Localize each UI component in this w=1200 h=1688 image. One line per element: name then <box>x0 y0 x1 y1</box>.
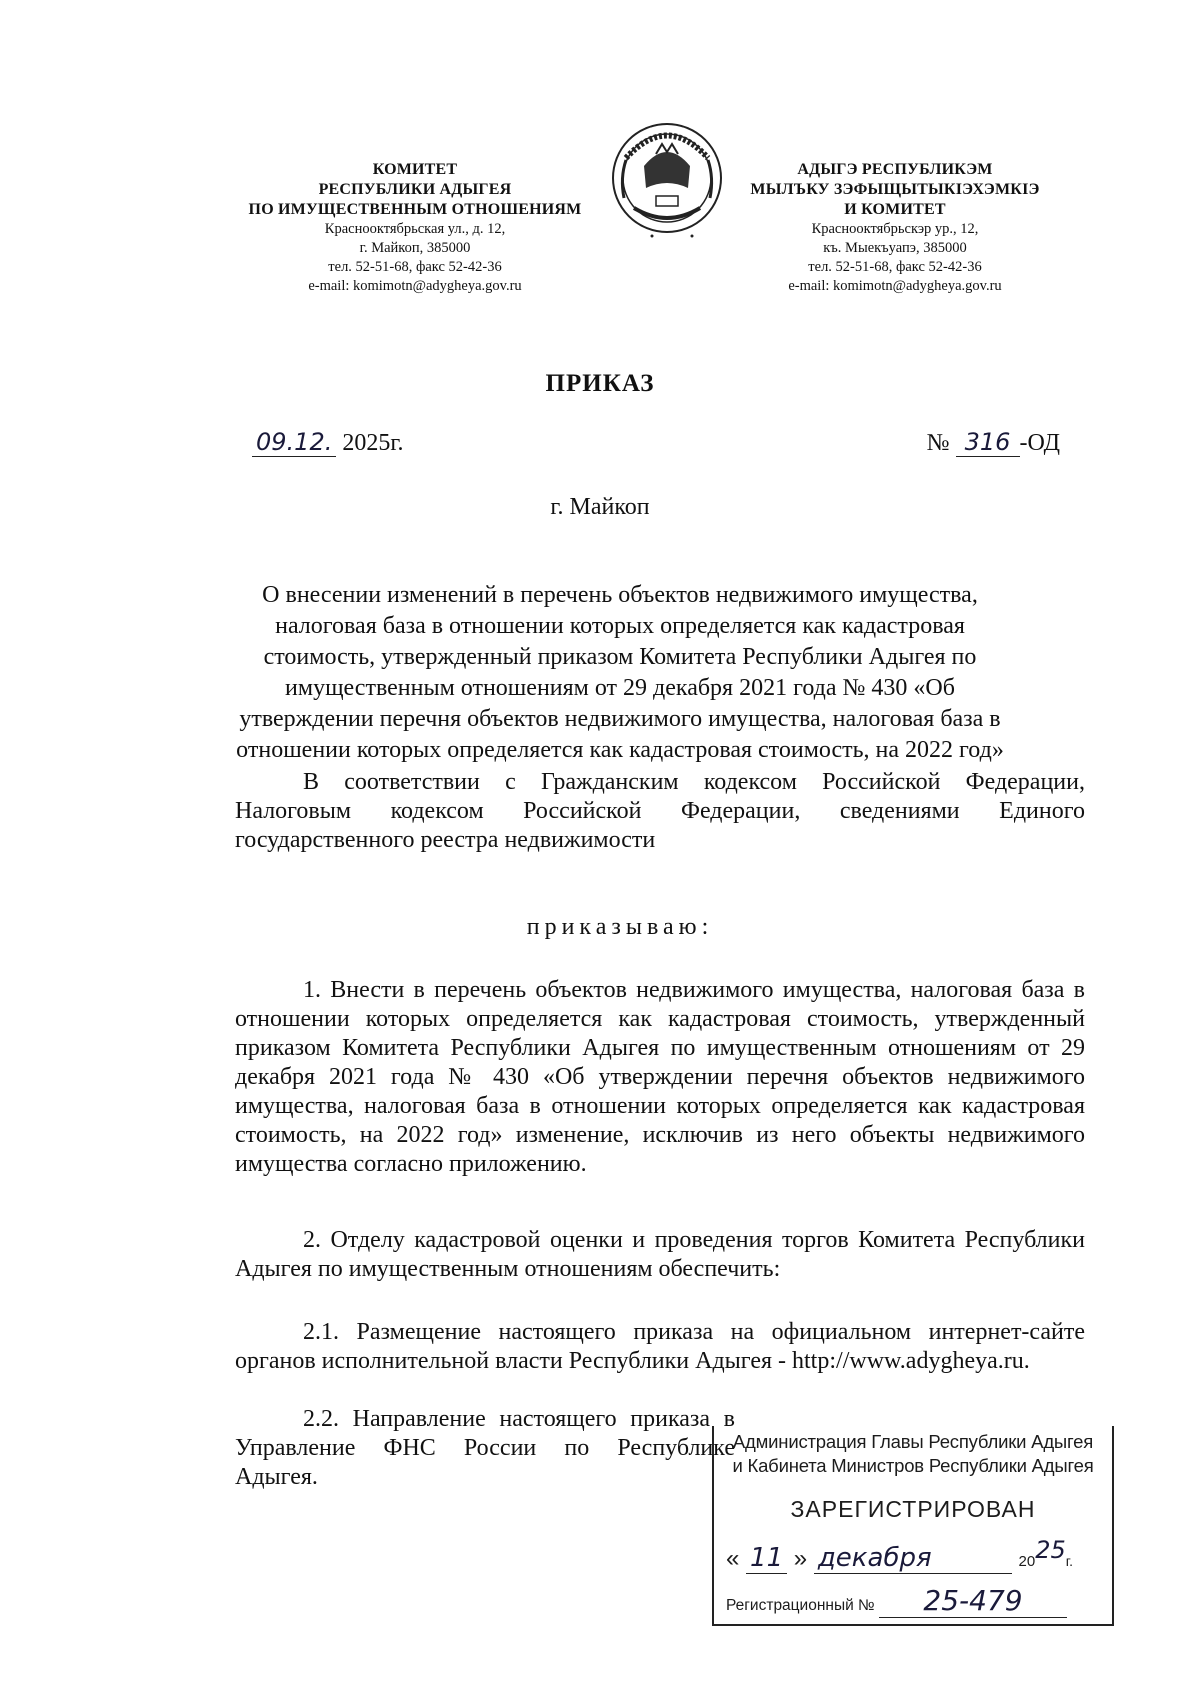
subject-line: имущественным отношениям от 29 декабря 2021 года № 430 «Об <box>285 675 955 701</box>
order-number <box>927 428 1060 457</box>
org-name-adyghe-line1: АДЫГЭ РЕСПУБЛИКЭМ <box>797 161 993 178</box>
number-prefix: № <box>926 430 950 456</box>
city-line: г. Майкоп <box>550 494 650 520</box>
email-line: e-mail: komimotn@adygheya.gov.ru <box>308 278 522 294</box>
email-adyghe-line: e-mail: komimotn@adygheya.gov.ru <box>788 278 1002 294</box>
stamp-day-open: « <box>726 1545 740 1572</box>
order-subject <box>225 580 1015 766</box>
preamble-paragraph: В соответствии с Гражданским кодексом Российской Федерации, Налоговым кодексом Российской Федерации, сведениями Единого государственного реестра недвижимости <box>235 769 1085 853</box>
address-line1: Краснооктябрьская ул., д. 12, <box>324 221 506 237</box>
address-adyghe-line2: къ. Мыекъуапэ, 385000 <box>823 240 967 256</box>
subject-line: стоимость, утвержденный приказом Комитета Республики Адыгея по <box>263 644 977 670</box>
stamp-day-close: » <box>793 1545 808 1572</box>
item-2-1-paragraph: 2.1. Размещение настоящего приказа на официальном интернет-сайте органов исполнительной власти Республики Адыгея - http://www.adygheya.ru. <box>235 1319 1085 1374</box>
handwritten-date: 09.12. <box>252 428 336 457</box>
stamp-date-row <box>726 1536 1110 1576</box>
stamp-year: 25 <box>1035 1536 1066 1564</box>
order-date <box>252 428 403 457</box>
org-name-line1: КОМИТЕТ <box>372 161 458 178</box>
phone-line: тел. 52-51-68, факс 52-42-36 <box>328 259 502 275</box>
stamp-year-suffix: г. <box>1065 1553 1074 1569</box>
address-line2: г. Майкоп, 385000 <box>359 240 471 256</box>
number-suffix: -ОД <box>1019 430 1060 456</box>
date-suffix: 2025г. <box>342 430 404 456</box>
stamp-month: декабря <box>814 1543 1012 1574</box>
subject-line: налоговая база в отношении которых определяется как кадастровая <box>275 613 965 639</box>
stamp-org-line1: Администрация Главы Республики Адыгея <box>732 1431 1094 1452</box>
republic-emblem-icon <box>604 118 730 248</box>
org-name-adyghe-line3: И КОМИТЕТ <box>844 201 946 218</box>
org-name-adyghe-line2: МЫЛЪКУ ЗЭФЫЩЫТЫКIЭХЭМКIЭ <box>750 181 1040 198</box>
org-name-line3: ПО ИМУЩЕСТВЕННЫМ ОТНОШЕНИЯМ <box>248 201 582 218</box>
item-2-paragraph: 2. Отделу кадастровой оценки и проведения торгов Комитета Республики Адыгея по имущественным отношениям обеспечить: <box>235 1227 1085 1282</box>
phone-adyghe-line: тел. 52-51-68, факс 52-42-36 <box>808 259 982 275</box>
stamp-number-row <box>726 1584 1110 1620</box>
document-title: ПРИКАЗ <box>545 370 655 397</box>
header-left-block <box>225 160 605 296</box>
address-adyghe-line1: Краснооктябрьскэр ур., 12, <box>811 221 979 237</box>
stamp-year-prefix: 20 <box>1018 1553 1036 1570</box>
registration-stamp <box>712 1426 1114 1626</box>
handwritten-number: 316 <box>956 428 1020 457</box>
stamp-reg-label: Регистрационный № <box>726 1597 875 1614</box>
subject-line: отношении которых определяется как кадастровая стоимость, на 2022 год» <box>236 737 1004 763</box>
stamp-registered: ЗАРЕГИСТРИРОВАН <box>790 1496 1036 1522</box>
stamp-reg-number: 25-479 <box>879 1584 1067 1618</box>
stamp-day: 11 <box>746 1543 787 1574</box>
subject-line: утверждении перечня объектов недвижимого имущества, налоговая база в <box>239 706 1001 732</box>
item-1-paragraph: 1. Внести в перечень объектов недвижимого имущества, налоговая база в отношении которых определяется как кадастровая стоимость, утвержденный приказом Комитета Республики Адыгея по имущественным отношениям от 29 декабря 2021 года № 430 «Об утверждении перечня объектов недвижимого имущества, налоговая база в отношении которых определяется как кадастровая стоимость, на 2022 год» изменение, исключив из него объекты недвижимого имущества согласно приложению. <box>235 977 1085 1177</box>
item-2-2-text: 2.2. Направление настоящего приказа в Управление ФНС России по Республике Адыгея. <box>235 1406 735 1490</box>
item-2-2-paragraph <box>235 1405 735 1492</box>
org-name-line2: РЕСПУБЛИКИ АДЫГЕЯ <box>318 181 512 198</box>
stamp-org-line2: и Кабинета Министров Республики Адыгея <box>732 1455 1094 1476</box>
subject-line: О внесении изменений в перечень объектов недвижимого имущества, <box>262 582 978 608</box>
header-right-block <box>740 160 1050 296</box>
order-word: приказываю: <box>526 914 714 940</box>
